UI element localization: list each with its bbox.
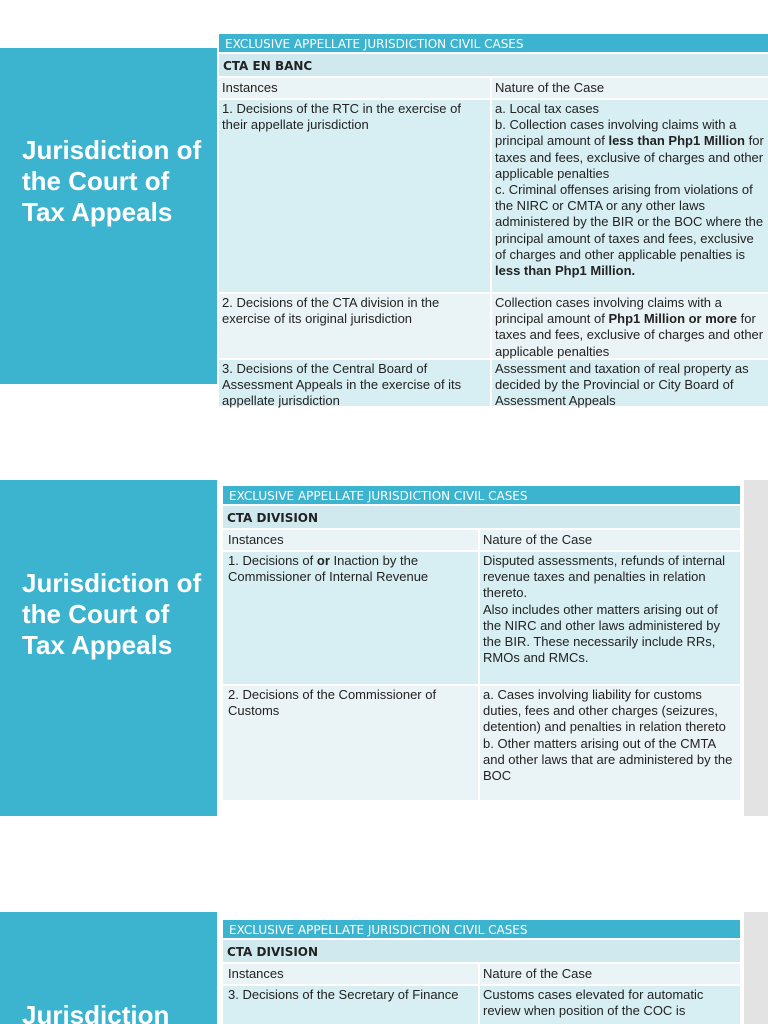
column-header-instances: Instances xyxy=(219,78,492,98)
side-panel xyxy=(0,912,217,1024)
nature-item-b: b. Other matters arising out of the CMTA and other laws that are administered by the BOC xyxy=(483,735,733,784)
nature-cell xyxy=(492,100,768,292)
text: b. Collection cases involving claims with a principal amount of xyxy=(495,117,737,149)
text: c. Criminal offenses arising from violations of the NIRC or CMTA or any other laws administered by the BIR or the BOC where the principal amount of taxes and fees, exclusive of charges and other applicable penalties is xyxy=(495,182,764,262)
jurisdiction-table xyxy=(223,920,740,1024)
text: Inaction by the Commissioner of Internal Revenue xyxy=(228,553,429,585)
column-header-nature: Nature of the Case xyxy=(483,966,593,981)
bold-text: less than Php1 Million xyxy=(608,133,745,149)
instance-cell: 3. Decisions of the Central Board of Assessment Appeals in the exercise of its appellate jurisdiction xyxy=(219,360,492,406)
table-row xyxy=(223,686,740,802)
column-header-row xyxy=(219,78,768,100)
column-header-instances: Instances xyxy=(223,530,480,550)
bold-text: or xyxy=(316,553,330,568)
side-panel xyxy=(0,48,217,384)
side-panel xyxy=(0,480,217,816)
bold-text: Php1 Million or more xyxy=(608,311,738,327)
nature-cell: Customs cases elevated for automatic review when position of the COC is xyxy=(483,987,704,1019)
instance-cell xyxy=(223,552,480,684)
nature-item-a: a. Cases involving liability for customs duties, fees and other charges (seizures, detention) and penalties in relation thereto xyxy=(483,687,726,735)
instance-cell: 1. Decisions of the RTC in the exercise of their appellate jurisdiction xyxy=(219,100,492,292)
slide-cta-en-banc xyxy=(0,34,768,409)
table-row xyxy=(219,100,768,294)
next-slide-edge xyxy=(744,480,768,816)
nature-item-a: Disputed assessments, refunds of internal revenue taxes and penalties in relation thereto. xyxy=(483,553,726,601)
bold-text: less than Php1 Million. xyxy=(495,263,636,279)
jurisdiction-table xyxy=(219,34,768,408)
column-header-row xyxy=(223,964,740,986)
column-header-instances: Instances xyxy=(223,964,480,984)
instance-cell: 2. Decisions of the Commissioner of Customs xyxy=(223,686,480,800)
side-title: Jurisdiction of the Court of Tax Appeals xyxy=(22,568,202,660)
table-subheader: CTA DIVISION xyxy=(223,506,740,530)
nature-item-c xyxy=(495,182,765,279)
nature-item-b xyxy=(495,117,765,182)
table-header: EXCLUSIVE APPELLATE JURISDICTION CIVIL CASES xyxy=(219,34,768,54)
text: Collection cases involving claims with a principal amount of xyxy=(495,295,722,327)
slide-cta-division-continued xyxy=(0,912,768,1024)
column-header-row xyxy=(223,530,740,552)
instance-cell: 3. Decisions of the Secretary of Finance xyxy=(223,986,480,1024)
nature-cell xyxy=(492,294,768,358)
column-header-nature: Nature of the Case xyxy=(495,80,605,95)
table-header: EXCLUSIVE APPELLATE JURISDICTION CIVIL CASES xyxy=(223,920,740,940)
table-row xyxy=(219,360,768,408)
side-title: Jurisdiction of the Court of Tax Appeals xyxy=(22,135,202,227)
nature-item-a: a. Local tax cases xyxy=(495,101,600,116)
text: for taxes and fees, exclusive of charges and other applicable penalties xyxy=(495,133,764,181)
nature-cell: Assessment and taxation of real property as decided by the Provincial or City Board of Assessment Appeals xyxy=(495,361,749,409)
text: 1. Decisions of xyxy=(228,553,317,568)
slide-cta-division xyxy=(0,480,768,820)
column-header-nature: Nature of the Case xyxy=(483,532,593,547)
table-row xyxy=(223,552,740,686)
table-row xyxy=(223,986,740,1024)
nature-cell xyxy=(480,686,740,800)
instance-cell: 2. Decisions of the CTA division in the exercise of its original jurisdiction xyxy=(219,294,492,358)
nature-cell xyxy=(480,552,740,684)
table-header: EXCLUSIVE APPELLATE JURISDICTION CIVIL CASES xyxy=(223,486,740,506)
jurisdiction-table xyxy=(223,486,740,802)
table-subheader: CTA EN BANC xyxy=(219,54,768,78)
table-row xyxy=(219,294,768,360)
next-slide-edge xyxy=(744,912,768,1024)
table-subheader: CTA DIVISION xyxy=(223,940,740,964)
nature-item-b: Also includes other matters arising out of the NIRC and other laws administered by the BIR. These necessarily include RRs, RMOs and RMCs. xyxy=(483,601,721,666)
text: for taxes and fees, exclusive of charges and other applicable penalties xyxy=(495,311,764,359)
side-title: Jurisdiction xyxy=(22,1000,170,1024)
